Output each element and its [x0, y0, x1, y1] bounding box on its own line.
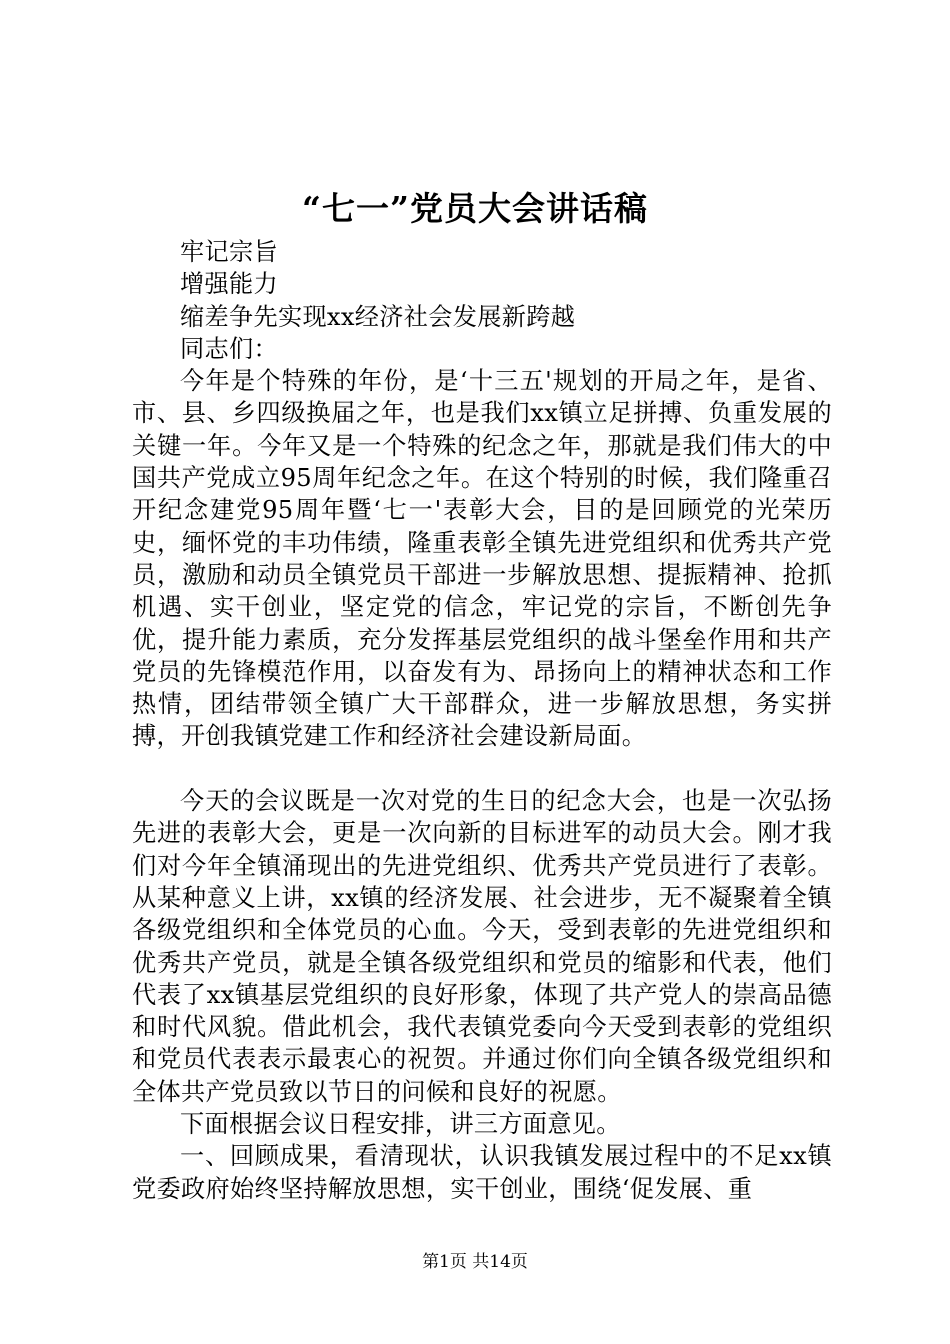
slogan-line-2: 增强能力: [180, 270, 278, 299]
slogan-line-1: 牢记宗旨: [180, 238, 278, 266]
page-number-footer: 第1页 共14页: [422, 1252, 528, 1272]
slogan-line-3: 缩差争先实现xx经济社会发展新跨越: [180, 302, 576, 331]
body-paragraph-2: 今天的会议既是一次对党的生日的纪念大会，也是一次弘扬先进的表彰大会，更是一次向新的目标进军的动员大会。刚才我们对今年全镇涌现出的先进党组织、优秀共产党员进行了表彰。从某种意义上讲，xx镇的经济发展、社会进步，无不凝聚着全镇各级党组织和全体党员的心血。今天，受到表彰的先进党组织和优秀共产党员，就是全镇各级党组织和党员的缩影和代表，他们代表了xx镇基层党组织的良好形象，体现了共产党人的崇高品德和时代风貌。借此机会，我代表镇党委向今天受到表彰的党组织和党员代表表示最衷心的祝贺。并通过你们向全镇各级党组织和全体共产党员致以节日的问候和良好的祝愿。: [132, 787, 832, 1106]
document-body: [132, 236, 832, 1205]
salutation: 同志们：: [180, 334, 278, 363]
body-paragraph-4: 一、回顾成果，看清现状，认识我镇发展过程中的不足xx镇党委政府始终坚持解放思想，实干创业，围绕‘促发展、重: [132, 1142, 832, 1203]
document-title: “七一”党员大会讲话稿: [302, 189, 648, 228]
body-paragraph-3: 下面根据会议日程安排，讲三方面意见。: [180, 1110, 621, 1139]
body-paragraph-1: 今年是个特殊的年份，是‘十三五'规划的开局之年，是省、市、县、乡四级换届之年，也是我们xx镇立足拼搏、负重发展的关键一年。今年又是一个特殊的纪念之年，那就是我们伟大的中国共产党成立95周年纪念之年。在这个特别的时候，我们隆重召开纪念建党95周年暨‘七一'表彰大会，目的是回顾党的光荣历史，缅怀党的丰功伟绩，隆重表彰全镇先进党组织和优秀共产党员，激励和动员全镇党员干部进一步解放思想、提振精神、抢抓机遇、实干创业，坚定党的信念，牢记党的宗旨，不断创先争优，提升能力素质，充分发挥基层党组织的战斗堡垒作用和共产党员的先锋模范作用，以奋发有为、昂扬向上的精神状态和工作热情，团结带领全镇广大干部群众，进一步解放思想，务实拼搏，开创我镇党建工作和经济社会建设新局面。: [132, 367, 832, 751]
